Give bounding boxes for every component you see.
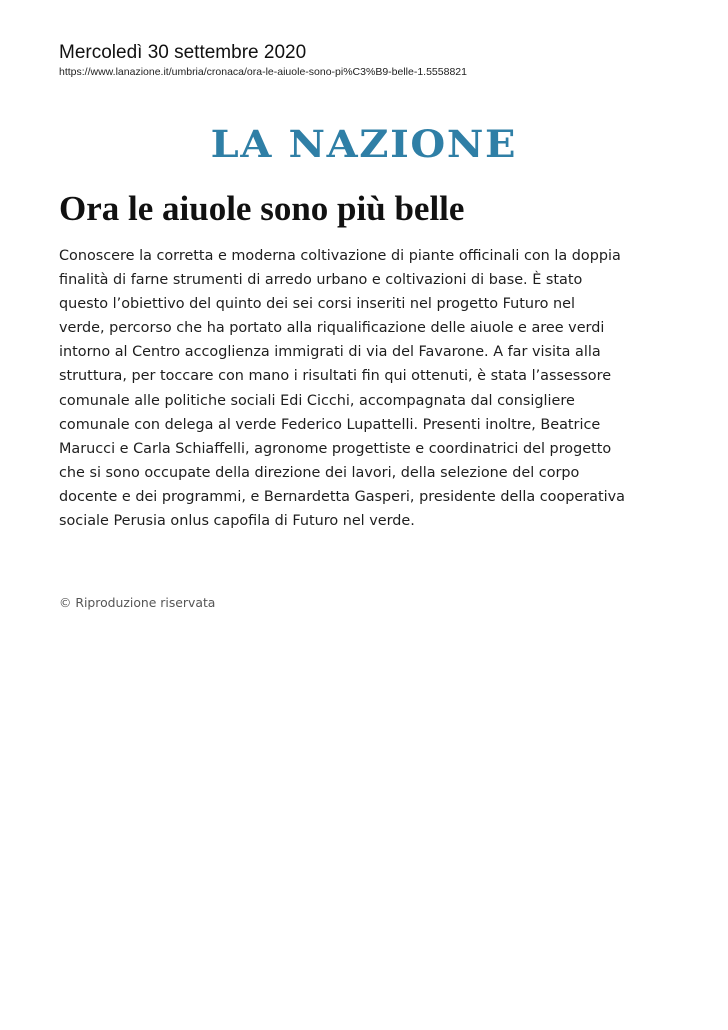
- article-body: [59, 244, 675, 533]
- article-line: docente e dei programmi, e Bernardetta Gasperi, presidente della cooperativa: [59, 488, 625, 505]
- masthead: [0, 122, 728, 166]
- source-url: https://www.lanazione.it/umbria/cronaca/ora-le-aiuole-sono-pi%C3%B9-belle-1.5558821: [59, 66, 467, 78]
- copyright-notice: © Riproduzione riservata: [59, 595, 216, 610]
- article-line: che si sono occupate della direzione dei lavori, della selezione del corpo: [59, 464, 580, 481]
- newspaper-logo: LA NAZIONE: [210, 122, 518, 166]
- article-line: comunale alle politiche sociali Edi Cicchi, accompagnata dal consigliere: [59, 392, 575, 409]
- article-line: finalità di farne strumenti di arredo urbano e coltivazioni di base. È stato: [59, 272, 583, 289]
- article-title: Ora le aiuole sono più belle: [59, 189, 465, 228]
- article-line: Marucci e Carla Schiaffelli, agronome progettiste e coordinatrici del progetto: [59, 440, 612, 457]
- article-line: intorno al Centro accoglienza immigrati di via del Favarone. A far visita alla: [59, 344, 601, 361]
- article-line: questo l’obiettivo del quinto dei sei corsi inseriti nel progetto Futuro nel: [59, 296, 575, 313]
- print-date: Mercoledì 30 settembre 2020: [59, 42, 307, 63]
- article-line: verde, percorso che ha portato alla riqualificazione delle aiuole e aree verdi: [59, 320, 605, 337]
- article-line: sociale Perusia onlus capofila di Futuro nel verde.: [59, 513, 415, 530]
- article-line: comunale con delega al verde Federico Lupattelli. Presenti inoltre, Beatrice: [59, 416, 601, 433]
- article-line: struttura, per toccare con mano i risultati fin qui ottenuti, è stata l’assessore: [59, 368, 612, 385]
- article-line: Conoscere la corretta e moderna coltivazione di piante officinali con la doppia: [59, 248, 621, 264]
